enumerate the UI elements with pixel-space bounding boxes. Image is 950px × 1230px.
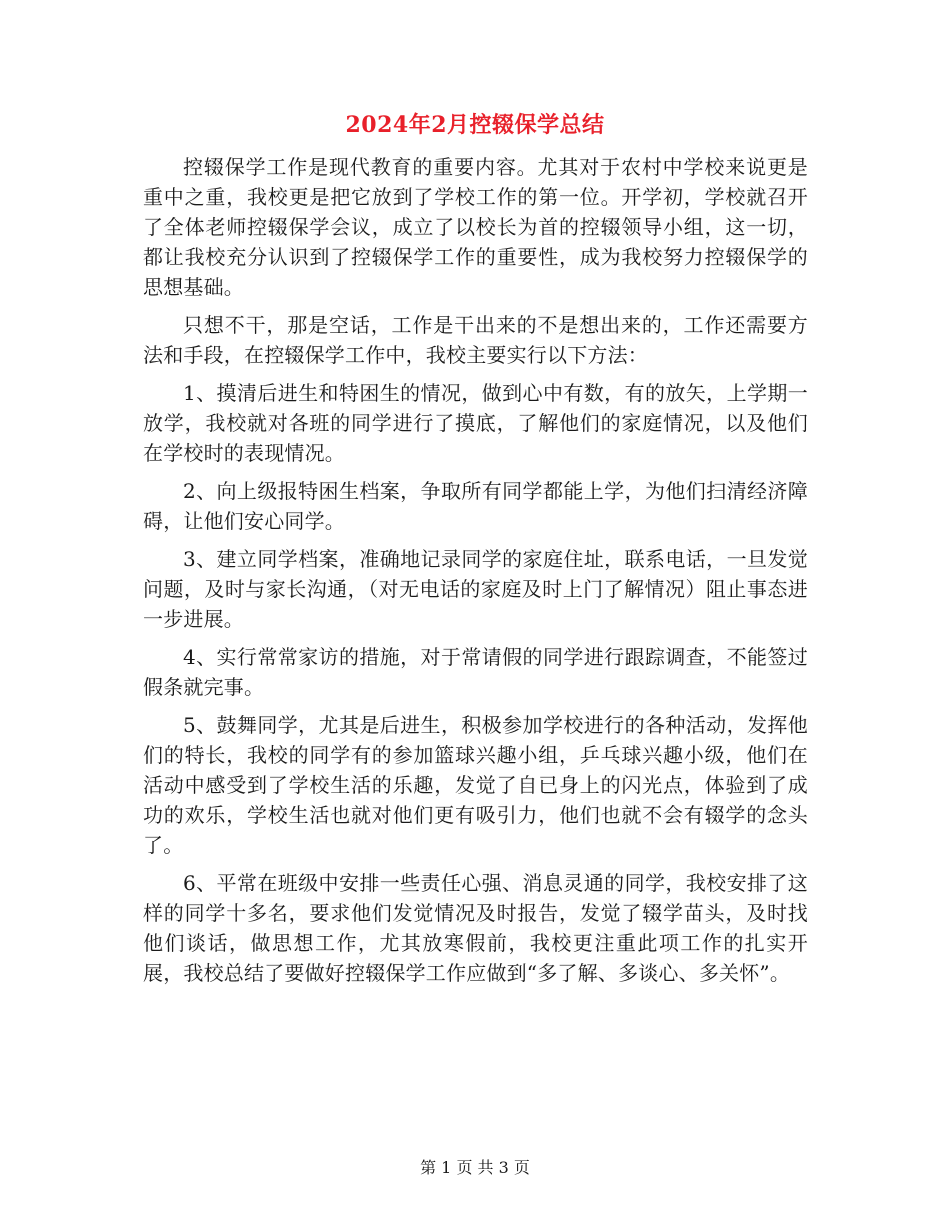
paragraph-item-4: 4、实行常常家访的措施，对于常请假的同学进行跟踪调查，不能签过假条就完事。 xyxy=(143,645,808,699)
paragraph-item-1: 1、摸清后进生和特困生的情况，做到心中有数，有的放矢，上学期一放学，我校就对各班的同学进行了摸底，了解他们的家庭情况，以及他们在学校时的表现情况。 xyxy=(143,381,808,465)
page-number-footer: 第 1 页 共 3 页 xyxy=(420,1158,530,1177)
paragraph-item-5: 5、鼓舞同学，尤其是后进生，积极参加学校进行的各种活动，发挥他们的特长，我校的同学有的参加篮球兴趣小组，乒乓球兴趣小级，他们在活动中感受到了学校生活的乐趣，发觉了自已身上的闪光点，体验到了成功的欢乐，学校生活也就对他们更有吸引力，他们也就不会有辍学的念头了。 xyxy=(143,713,808,857)
paragraph-intro: 控辍保学工作是现代教育的重要内容。尤其对于农村中学校来说更是重中之重，我校更是把它放到了学校工作的第一位。开学初，学校就召开了全体老师控辍保学会议，成立了以校长为首的控辍领导小组，这一切，都让我校充分认识到了控辍保学工作的重要性，成为我校努力控辍保学的思想基础。 xyxy=(143,155,808,299)
paragraph-item-6: 6、平常在班级中安排一些责任心强、消息灵通的同学，我校安排了这样的同学十多名，要求他们发觉情况及时报告，发觉了辍学苗头，及时找他们谈话，做思想工作，尤其放寒假前，我校更注重此项工作的扎实开展，我校总结了要做好控辍保学工作应做到“多了解、多谈心、多关怀”。 xyxy=(143,871,808,985)
document-body xyxy=(143,152,808,996)
paragraph-methods-intro: 只想不干，那是空话，工作是干出来的不是想出来的，工作还需要方法和手段，在控辍保学工作中，我校主要实行以下方法： xyxy=(143,313,808,367)
paragraph-item-3: 3、建立同学档案，准确地记录同学的家庭住址，联系电话，一旦发觉问题，及时与家长沟通，（对无电话的家庭及时上门了解情况）阻止事态进一步进展。 xyxy=(143,547,808,631)
document-title: 2024年2月控辍保学总结 xyxy=(345,112,605,138)
paragraph-item-2: 2、向上级报特困生档案，争取所有同学都能上学，为他们扫清经济障碍，让他们安心同学。 xyxy=(143,479,808,533)
